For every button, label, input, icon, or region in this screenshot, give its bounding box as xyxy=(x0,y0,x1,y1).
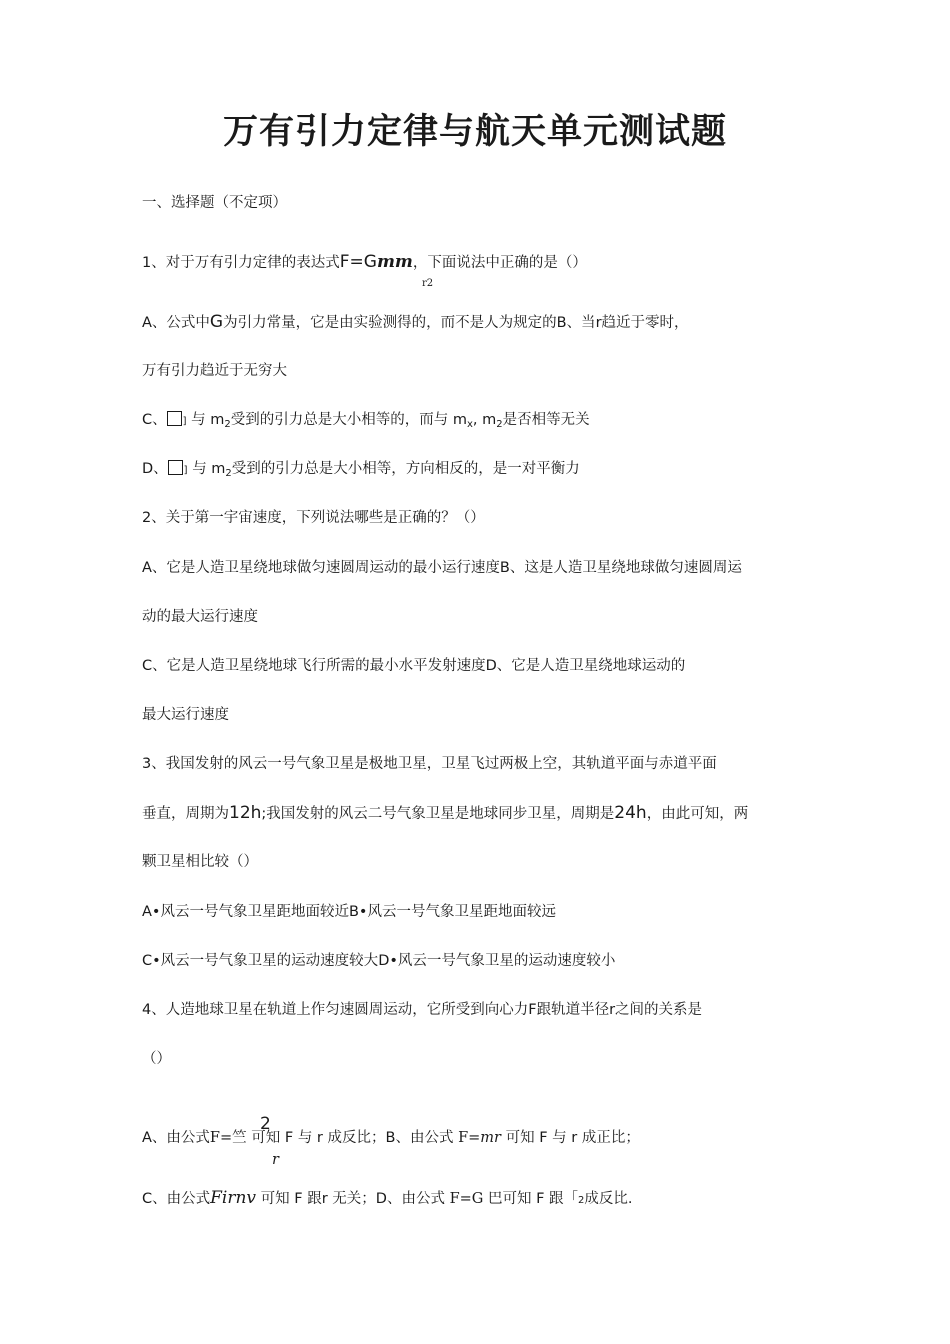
q1-option-a-b: A、公式中G为引力常量，它是由实验测得的，而不是人为规定的B、当r趋近于零时， xyxy=(142,312,689,332)
q2-option-d-cont: 最大运行速度 xyxy=(142,707,229,723)
q2-option-a-b: A、它是人造卫星绕地球做匀速圆周运动的最小运行速度B、这是人造卫星绕地球做匀速圆周运 xyxy=(142,560,742,576)
q3-option-a-b: A•风云一号气象卫星距地面较近B•风云一号气象卫星距地面较远 xyxy=(142,904,556,920)
q1-stem: 1、对于万有引力定律的表达式F=Gmm，下面说法中正确的是（） xyxy=(142,252,587,272)
q3-option-c-d: C•风云一号气象卫星的运动速度较大D•风云一号气象卫星的运动速度较小 xyxy=(142,953,616,969)
q2-option-c-d: C、它是人造卫星绕地球飞行所需的最小水平发射速度D、它是人造卫星绕地球运动的 xyxy=(142,658,686,674)
q2-option-b-cont: 动的最大运行速度 xyxy=(142,609,258,625)
q4-stem-line2: （） xyxy=(142,1051,171,1067)
q3-stem-line2: 垂直，周期为12h;我国发射的风云二号气象卫星是地球同步卫星，周期是24h，由此可知，两 xyxy=(142,803,749,823)
document-title: 万有引力定律与航天单元测试题 xyxy=(222,111,727,152)
q1-option-c: C、 ] 与 $m_2$受到的引力总是大小相等的，而与 $m_x$, $m_2$是否相等无关 xyxy=(142,412,590,430)
q4-formula-superscript: 2 xyxy=(260,1114,271,1134)
q4-stem-line1: 4、人造地球卫星在轨道上作匀速圆周运动，它所受到向心力F跟轨道半径r之间的关系是 xyxy=(142,1002,703,1018)
placeholder-box-icon xyxy=(168,460,183,475)
q3-stem-line1: 3、我国发射的风云一号气象卫星是极地卫星，卫星飞过两极上空，其轨道平面与赤道平面 xyxy=(142,756,717,772)
q1-option-b-cont: 万有引力趋近于无穷大 xyxy=(142,363,287,379)
q2-stem: 2、关于第一宇宙速度，下列说法哪些是正确的？（） xyxy=(142,510,485,526)
q1-formula-denominator: r2 xyxy=(422,278,434,289)
q3-stem-line3: 颗卫星相比较（） xyxy=(142,854,258,870)
placeholder-box-icon xyxy=(167,411,182,426)
section-heading: 一、选择题（不定项） xyxy=(142,195,287,211)
q4-option-c-d: C、由公式Firnv 可知 F 跟r 无关；D、由公式 F=G 巴可知 F 跟「2成反比. xyxy=(142,1188,633,1208)
q4-formula-denominator: r xyxy=(272,1152,279,1168)
q4-option-a-b: A、由公式F=竺 可知 F 与 r 成反比；B、由公式 F=mr 可知 F 与 r 成正比； xyxy=(142,1130,640,1146)
q1-option-d: D、 ] 与 $m_2$受到的引力总是大小相等，方向相反的，是一对平衡力 xyxy=(142,461,580,479)
